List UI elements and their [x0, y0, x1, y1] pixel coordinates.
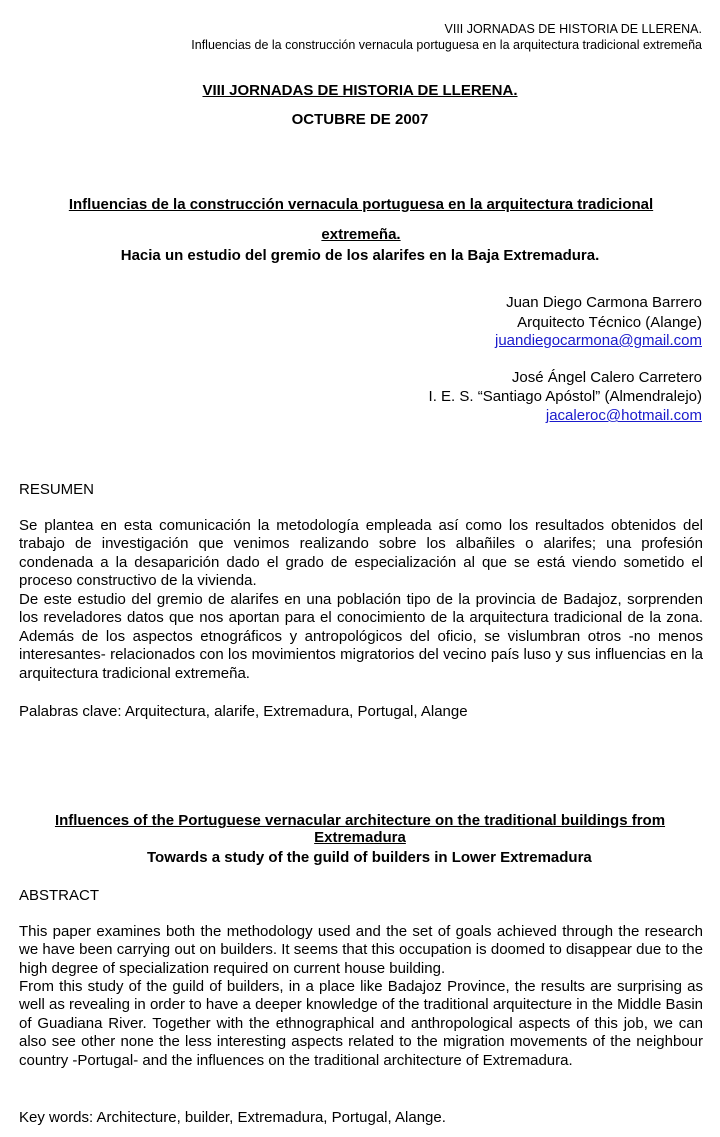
conference-title: VIII JORNADAS DE HISTORIA DE LLERENA.	[202, 82, 518, 99]
author-2-email-link[interactable]: jacaleroc@hotmail.com	[545, 407, 702, 424]
conference-date: OCTUBRE DE 2007	[291, 111, 429, 128]
author-2-affiliation: I. E. S. “Santiago Apóstol” (Almendralejo)	[428, 388, 702, 405]
paper-subtitle-en: Towards a study of the guild of builders in Lower Extremadura	[147, 849, 592, 866]
author-1-name: Juan Diego Carmona Barrero	[506, 294, 702, 311]
paper-subtitle-es: Hacia un estudio del gremio de los alarifes en la Baja Extremadura.	[120, 247, 600, 264]
paper-title-es: Influencias de la construcción vernacula portuguesa en la arquitectura tradicional extremeña.	[68, 196, 654, 243]
author-1-email-link[interactable]: juandiegocarmona@gmail.com	[495, 332, 702, 349]
author-1-affiliation: Arquitecto Técnico (Alange)	[517, 314, 702, 331]
abstract-paragraph-1: This paper examines both the methodology used and the set of goals achieved through the research we have been carrying out on builders. It seems that this occupation is doomed to disappear due to the high degree of specialization required on current house building.	[19, 923, 703, 977]
author-2-name: José Ángel Calero Carretero	[511, 369, 702, 386]
abstract-heading: ABSTRACT	[19, 887, 100, 904]
resumen-paragraph-2: De este estudio del gremio de alarifes en una población tipo de la provincia de Badajoz, sorprenden los reveladores datos que nos aportan para el conocimiento de la arquitectura tradicional de la zona. Además de los aspectos etnográficos y antropológicos del oficio, se vislumbran otros -no menos interesantes- relacionados con los movimientos migratorios del vecino país luso y sus influencias en la arquitectura tradicional extremeña.	[19, 591, 703, 682]
abstract-keywords: Key words: Architecture, builder, Extremadura, Portugal, Alange.	[19, 1109, 446, 1126]
abstract-paragraph-2: From this study of the guild of builders, in a place like Badajoz Province, the results are surprising as well as revealing in order to have a deeper knowledge of the traditional arquitecture in the Middle Basin of Guadiana River. Together with the ethnographical and anthropological aspects of this job, we can also see other none the less interesting aspects related to the migration movements of the neighbour country -Portugal- and the influences on the traditional architecture of Extremadura.	[19, 978, 703, 1069]
resumen-paragraph-1: Se plantea en esta comunicación la metodología empleada así como los resultados obtenidos del trabajo de investigación que venimos realizando sobre los albañiles o alarifes; una profesión condenada a la desaparición dado el grado de especialización al que se está viendo sometido el proceso constructivo de la vivienda.	[19, 517, 703, 590]
resumen-keywords: Palabras clave: Arquitectura, alarife, Extremadura, Portugal, Alange	[19, 703, 468, 720]
paper-title-en: Influences of the Portuguese vernacular architecture on the traditional buildings from Extremadura	[54, 812, 666, 846]
running-header-title: VIII JORNADAS DE HISTORIA DE LLERENA.	[444, 22, 702, 36]
running-header-subtitle: Influencias de la construcción vernacula portuguesa en la arquitectura tradicional extremeña	[191, 38, 702, 52]
resumen-heading: RESUMEN	[19, 481, 95, 498]
